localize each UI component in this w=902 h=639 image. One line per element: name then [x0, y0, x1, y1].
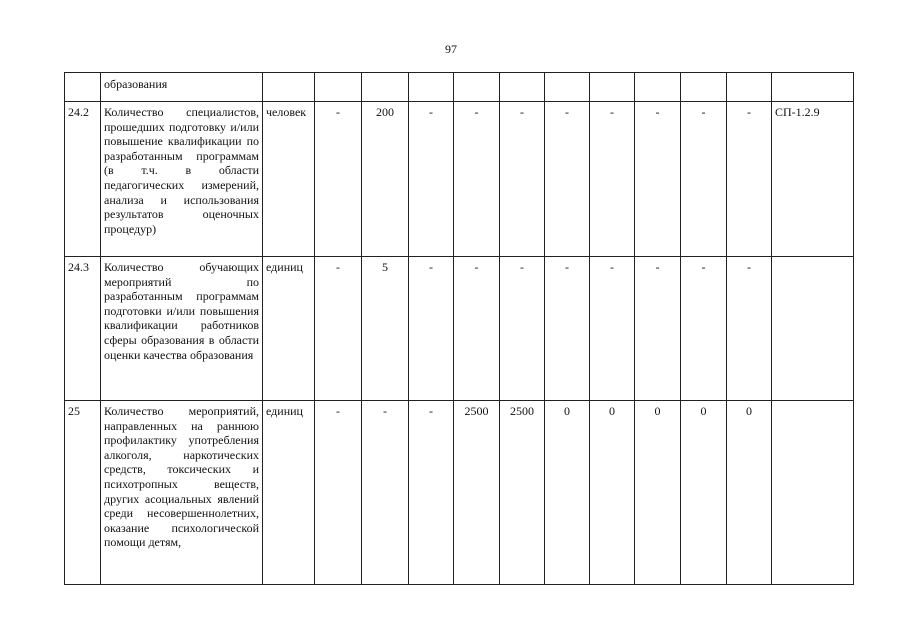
value-cell: 0	[590, 401, 635, 585]
value-cell: -	[454, 102, 500, 257]
value-cell	[454, 73, 500, 102]
unit-cell: человек	[263, 102, 315, 257]
value-cell: 0	[545, 401, 590, 585]
value-cell: 0	[681, 401, 727, 585]
reference-cell	[772, 73, 854, 102]
reference-cell: СП-1.2.9	[772, 102, 854, 257]
value-cell: -	[500, 257, 545, 401]
value-cell: -	[500, 102, 545, 257]
table-row	[65, 257, 854, 401]
value-cell: -	[454, 257, 500, 401]
value-cell: -	[545, 257, 590, 401]
value-cell: -	[545, 102, 590, 257]
page-number: 97	[445, 42, 457, 56]
value-cell: -	[590, 102, 635, 257]
table-row	[65, 102, 854, 257]
indicator-name-cell: Количество мероприятий, направленных на раннюю профилактику употребления алкоголя, наркотических средств, токсических и психотропных веществ, других асоциальных явлений среди несовершеннолетних, оказание психологической помощи детям,	[101, 401, 263, 585]
value-cell: 2500	[500, 401, 545, 585]
value-cell: -	[681, 257, 727, 401]
value-cell	[635, 73, 681, 102]
value-cell: 5	[362, 257, 409, 401]
value-cell: -	[727, 257, 772, 401]
value-cell: -	[635, 102, 681, 257]
value-cell	[315, 73, 362, 102]
value-cell: -	[409, 401, 454, 585]
value-cell: -	[315, 257, 362, 401]
data-table	[64, 72, 854, 585]
value-cell: -	[590, 257, 635, 401]
reference-cell	[772, 401, 854, 585]
unit-cell: единиц	[263, 257, 315, 401]
value-cell: -	[635, 257, 681, 401]
row-number-cell: 25	[65, 401, 101, 585]
unit-cell	[263, 73, 315, 102]
value-cell: 0	[635, 401, 681, 585]
value-cell	[362, 73, 409, 102]
value-cell	[727, 73, 772, 102]
table-row	[65, 73, 854, 102]
value-cell	[500, 73, 545, 102]
indicator-name-cell: Количество обучающих мероприятий по разработанным программам подготовки и/или повышения квалификации работников сферы образования в области оценки качества образования	[101, 257, 263, 401]
value-cell	[681, 73, 727, 102]
row-number-cell: 24.3	[65, 257, 101, 401]
value-cell: 200	[362, 102, 409, 257]
value-cell: -	[315, 401, 362, 585]
value-cell: -	[681, 102, 727, 257]
value-cell: -	[315, 102, 362, 257]
row-number-cell	[65, 73, 101, 102]
value-cell: 0	[727, 401, 772, 585]
value-cell: -	[409, 102, 454, 257]
value-cell	[590, 73, 635, 102]
table-row	[65, 401, 854, 585]
value-cell: -	[362, 401, 409, 585]
value-cell: -	[727, 102, 772, 257]
indicator-name-cell: образования	[101, 73, 263, 102]
value-cell	[409, 73, 454, 102]
indicator-name-cell: Количество специалистов, прошедших подготовку и/или повышение квалификации по разработанным программам (в т.ч. в области педагогических измерений, анализа и использования результатов оценочных процедур)	[101, 102, 263, 257]
unit-cell: единиц	[263, 401, 315, 585]
value-cell: -	[409, 257, 454, 401]
value-cell: 2500	[454, 401, 500, 585]
value-cell	[545, 73, 590, 102]
reference-cell	[772, 257, 854, 401]
row-number-cell: 24.2	[65, 102, 101, 257]
